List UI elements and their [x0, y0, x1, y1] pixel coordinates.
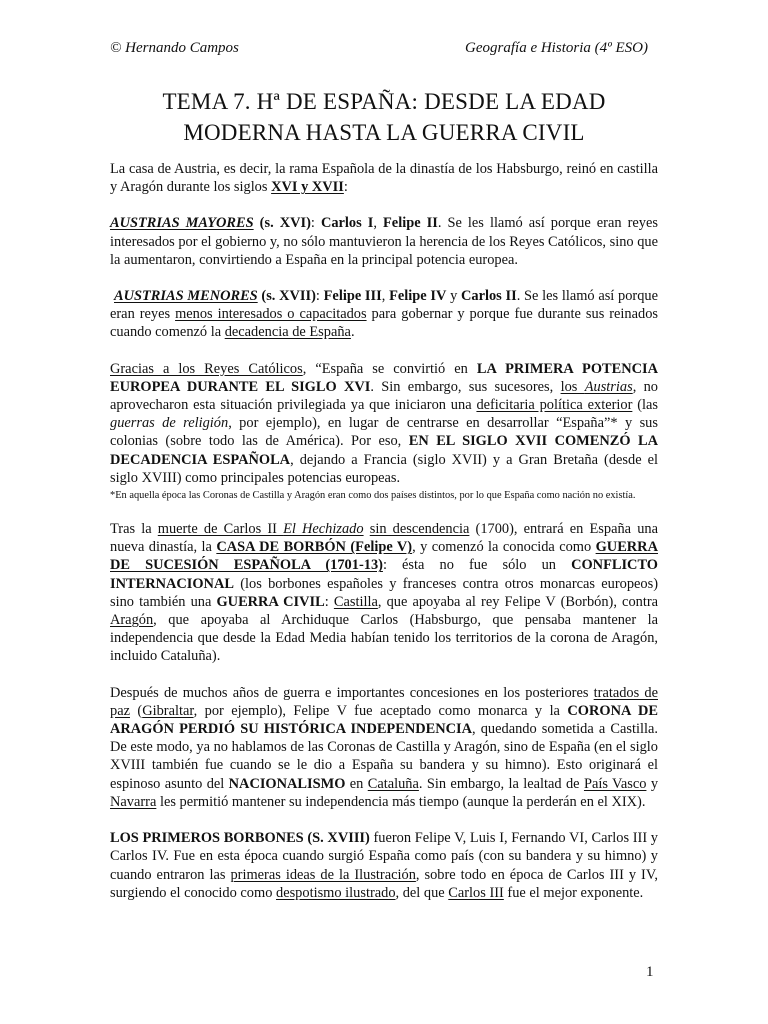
document-body [110, 160, 658, 920]
text: en [345, 775, 368, 792]
heading-austrias-menores: AUSTRIAS MENORES [114, 288, 258, 305]
text: , del que [395, 884, 449, 901]
text: Después de muchos años de guerra e importantes concesiones en los posteriores [110, 684, 594, 701]
text: , que apoyaba al Archiduque Carlos (Habsburgo, que pensaba mantener la independencia que desde la Edad Media habían tenido los territorios de la corona de Aragón, incluido Cataluña). [110, 612, 658, 665]
bold-text: Felipe IV [389, 288, 447, 305]
text: fue el mejor exponente. [503, 884, 644, 901]
text: , quedando sometida a Castilla. De este modo, ya no hablamos de las Coronas de Castilla y Aragón, sino de España (en el siglo XVIII también fue cuando se le dio a España su bandera y su himno). Esto originará el espinoso asunto del [110, 721, 658, 792]
text: (las [632, 397, 658, 414]
bold-text: (s. XVI) [253, 215, 311, 232]
text: ( [129, 702, 143, 719]
paragraph-corona-aragon [110, 684, 658, 811]
text: : [310, 215, 321, 232]
text: , por ejemplo), Felipe V fue aceptado como monarca y la [193, 702, 568, 719]
text: : [343, 179, 348, 196]
bold-text: CORONA DE ARAGÓN PERDIÓ SU HISTÓRICA INDEPENDENCIA [110, 702, 658, 738]
underlined-text: XVI y XVII [271, 179, 344, 196]
bold-text: Carlos I [320, 215, 374, 232]
bold-text: Felipe III [323, 288, 382, 305]
italic-text: El Hechizado [283, 521, 364, 538]
bold-text: GUERRA CIVIL [216, 593, 325, 610]
footnote: *En aquella época las Coronas de Castilla y Aragón eran como dos países distintos, por lo que España como nación no existía. [110, 490, 636, 502]
text: : [324, 593, 334, 610]
underlined-text: despotismo ilustrado [276, 884, 396, 901]
heading-austrias-mayores: AUSTRIAS MAYORES [110, 215, 254, 232]
text: . [350, 324, 355, 341]
text: : [315, 288, 324, 305]
bold-text: NACIONALISMO [228, 775, 346, 792]
text: , y comenzó la conocida como [412, 539, 596, 556]
bold-text: LA PRIMERA POTENCIA EUROPEA DURANTE EL SIGLO XVI [110, 360, 658, 395]
bold-text: Carlos II [460, 288, 517, 305]
text: , que apoyaba al rey Felipe V (Borbón), contra [377, 593, 659, 610]
underlined-text: Aragón [110, 612, 154, 629]
header-author: © Hernando Campos [110, 40, 239, 56]
underlined-text: decadencia de España [224, 324, 351, 341]
text: fueron Felipe V, Luis I, Fernando VI, Carlos III y Carlos IV. Fue en esta época cuando surgió España como país (con su bandera y su himno) y cuando entraron las [110, 830, 658, 883]
text: . Se les llamó así porque eran reyes interesados por el gobierno y, no sólo mantuvieron la herencia de los Reyes Católicos, sino que la aumentaron, convirtiendo a España en la principal potencia europea. [110, 215, 658, 268]
text: Tras la [110, 521, 158, 538]
bold-text: LOS PRIMEROS BORBONES (S. XVIII) [110, 830, 370, 847]
text: , sobre todo en época de Carlos III y IV, surgiendo el conocido como [110, 866, 658, 901]
text: , [373, 215, 384, 232]
text: , [381, 288, 390, 305]
underlined-text: primeras ideas de la Ilustración [230, 866, 416, 883]
text: (1700), entrará en España una nueva dinastía, la [110, 521, 658, 556]
bold-text: CONFLICTO INTERNACIONAL [110, 557, 658, 592]
text: : ésta no fue sólo un [382, 557, 572, 574]
underlined-text: Cataluña [367, 775, 419, 792]
underlined-text: Gibraltar [142, 702, 194, 719]
paragraph-austrias-menores [110, 287, 658, 342]
underlined-text: País Vasco [583, 775, 647, 792]
text: . Sin embargo, sus sucesores, [370, 378, 561, 395]
text: , dejando a Francia (siglo XVII) y a Gran Bretaña (desde el siglo XVIII) como principales potencias europeas. [110, 451, 659, 486]
underlined-text: deficitaria política exterior [476, 397, 633, 414]
text: La casa de Austria, es decir, la rama Española de la dinastía de los Habsburgo, reinó en castilla y Aragón durante los siglos [110, 161, 658, 196]
italic-text: guerras de religión [110, 415, 229, 432]
text: , “España se convirtió en [302, 360, 477, 377]
title-line-1: TEMA 7. Hª DE ESPAÑA: DESDE LA EDAD [162, 89, 606, 114]
text: y [446, 288, 461, 305]
text: y [646, 775, 659, 792]
underlined-text: Carlos III [448, 884, 504, 901]
document-title [110, 86, 658, 148]
text: . Se les llamó así porque eran reyes [110, 288, 658, 323]
underlined-text: Castilla [333, 593, 378, 610]
underlined-text: Navarra [110, 793, 157, 810]
paragraph-guerra-sucesion [110, 520, 658, 666]
underlined-text: sin descendencia [369, 521, 470, 538]
bold-text: Felipe II [383, 215, 438, 232]
paragraph-primeros-borbones [110, 829, 658, 902]
bold-underlined-text: CASA DE BORBÓN (Felipe V) [216, 539, 413, 556]
underlined-text: los [560, 378, 585, 395]
paragraph-reyes-catolicos [110, 360, 658, 487]
header-subject: Geografía e Historia (4º ESO) [465, 40, 648, 56]
paragraph-intro [110, 160, 658, 196]
text: (los borbones españoles y franceses contra otros monarcas europeos) sino también una [110, 575, 658, 610]
page-header [110, 40, 648, 57]
paragraph-austrias-mayores [110, 214, 658, 269]
underlined-text: muerte de Carlos II [157, 521, 284, 538]
title-line-2: MODERNA HASTA LA GUERRA CIVIL [183, 120, 585, 145]
bold-underlined-text: GUERRA DE SUCESIÓN ESPAÑOLA (1701-13) [110, 539, 658, 574]
page-number: 1 [646, 964, 654, 980]
underlined-text: tratados de paz [110, 684, 658, 719]
underlined-text: menos interesados o capacitados [175, 306, 367, 323]
text: les permitió mantener su independencia más tiempo (aunque la perderán en el XIX). [156, 793, 646, 810]
text: , por ejemplo), en lugar de centrarse en desarrollar “España”* y sus colonias (sobre todo las de América). Por eso, [110, 415, 658, 450]
text: , no aprovecharon esta situación privilegiada ya que iniciaron una [110, 378, 658, 414]
italic-text: Austrias [584, 378, 633, 395]
bold-text: (s. XVII) [257, 288, 316, 305]
text: . Sin embargo, la lealtad de [418, 775, 584, 792]
underlined-text: Gracias a los Reyes Católicos [110, 360, 303, 377]
text: para gobernar y porque fue durante sus reinados cuando comenzó la [110, 306, 659, 341]
bold-text: EN EL SIGLO XVII COMENZÓ LA DECADENCIA ESPAÑOLA [110, 433, 658, 468]
